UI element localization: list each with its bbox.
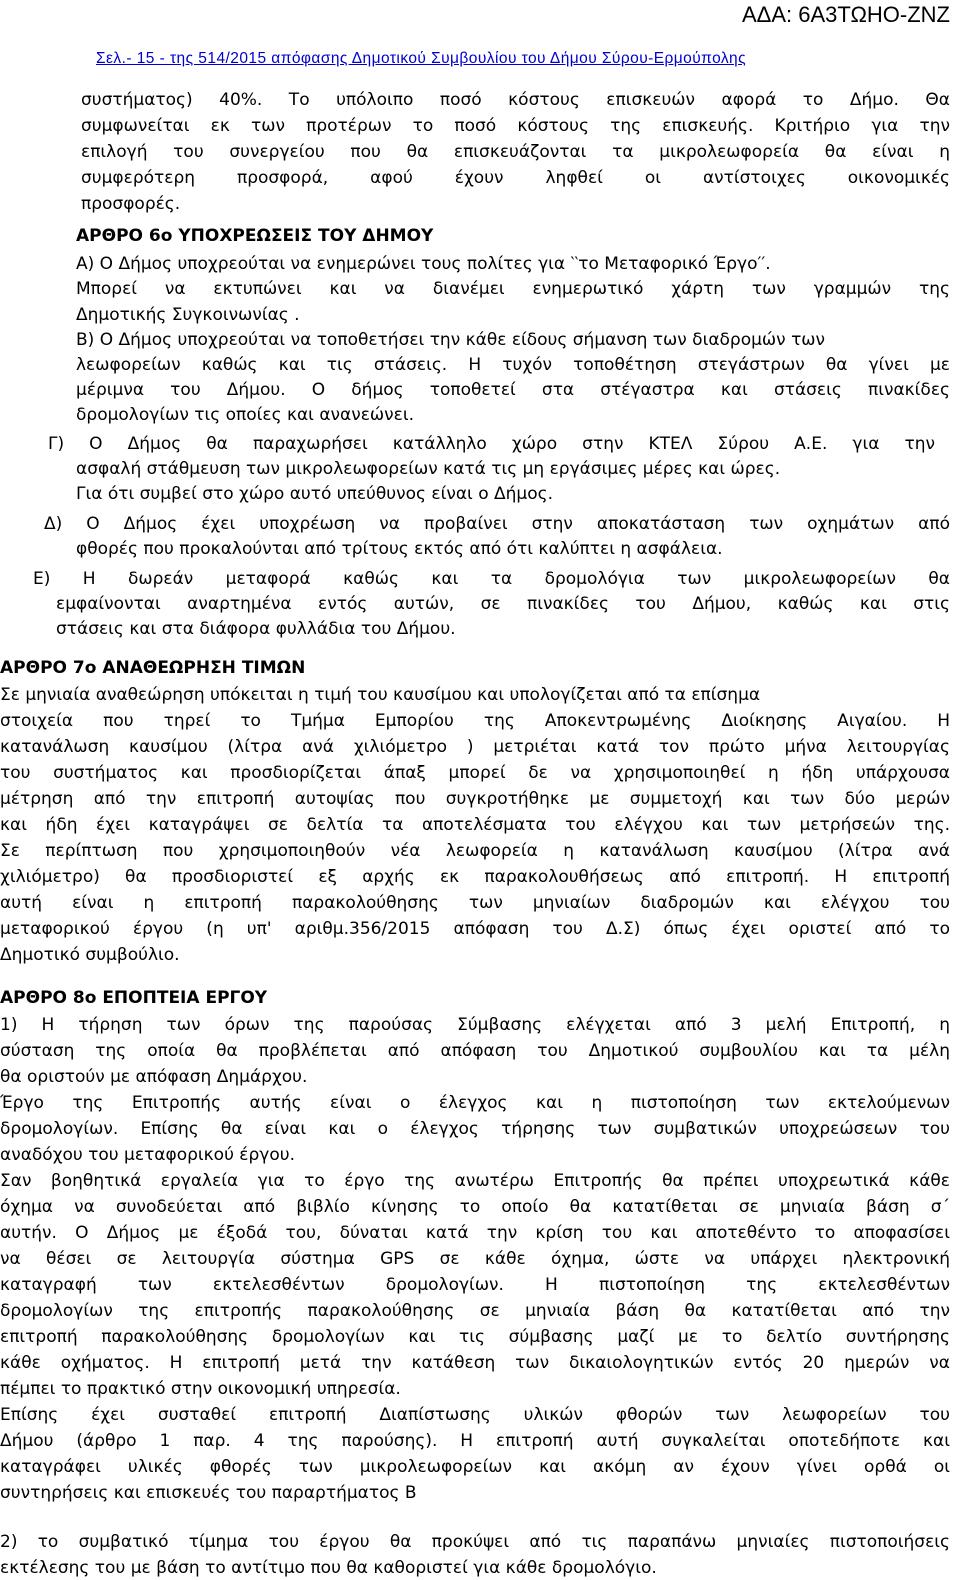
text-line: Σε περίπτωση που χρησιμοποιηθούν νέα λεωφορεία η κατανάλωση καυσίμου (λίτρα ανά [0,841,950,861]
text-line: Δ) Ο Δήμος έχει υποχρέωση να προβαίνει στην αποκατάσταση των οχημάτων από [44,514,950,534]
page-reference-link[interactable]: Σελ.- 15 - της 514/2015 απόφασης Δημοτικού Συμβουλίου του Δήμου Σύρου-Ερμούπολης [96,50,747,67]
text-line: εμφαίνονται αναρτημένα εντός αυτών, σε πινακίδες του Δήμου, καθώς και στις [56,594,950,614]
text-line: του συστήματος και προσδιορίζεται άπαξ μπορεί δε να χρησιμοποιηθεί η ήδη υπάρχουσα [0,763,950,783]
text-line: δρομολογίων. Επίσης θα είναι και ο έλεγχος τήρησης των συμβατικών υποχρεώσεων του [0,1119,950,1139]
text-line: εκτέλεσης του με βάση το αντίτιμο που θα καθοριστεί για κάθε δρομολόγιο. [0,1558,657,1578]
text-line: επιλογή του συνεργείου που θα επισκευάζονται τα μικρολεωφορεία θα είναι η [81,142,950,162]
article-heading: ΑΡΘΡΟ 6ο ΥΠΟΧΡΕΩΣΕΙΣ ΤΟΥ ΔΗΜΟΥ [76,226,434,246]
text-line: και ήδη έχει καταγράψει σε δελτία τα αποτελέσματα του ελέγχου και των μετρήσεών της. [0,815,950,835]
text-line: αναδόχου του μεταφορικού έργου. [0,1145,295,1165]
text-line: μεταφορικού έργου (η υπ' αριθμ.356/2015 απόφαση του Δ.Σ) όπως έχει οριστεί από το [0,919,950,939]
text-line: Για ότι συμβεί στο χώρο αυτό υπεύθυνος είναι ο Δήμος. [76,484,554,504]
text-line: δρομολογίων της επιτροπής παρακολούθησης σε μηνιαία βάση θα κατατίθεται από την [0,1301,950,1321]
text-line: Σαν βοηθητικά εργαλεία για το έργο της ανωτέρω Επιτροπής θα πρέπει υποχρεωτικά κάθε [0,1171,950,1191]
text-line: καταγραφή των εκτελεσθέντων δρομολογίων. Η πιστοποίηση της εκτελεσθέντων [0,1275,950,1295]
text-line: Έργο της Επιτροπής αυτής είναι ο έλεγχος και η πιστοποίηση των εκτελούμενων [0,1093,950,1113]
text-line: συστήματος) 40%. Το υπόλοιπο ποσό κόστους επισκευών αφορά το Δήμο. Θα [81,90,950,110]
text-line: αυτήν. Ο Δήμος με έξοδά του, δύναται κατά την κρίση του και αποτεθέντο το αποφασίσει [0,1223,950,1243]
text-line: Δημοτικό συμβούλιο. [0,945,180,965]
text-line: Β) Ο Δήμος υποχρεούται να τοποθετήσει την κάθε είδους σήμανση των διαδρομών των [76,330,826,350]
text-line: ασφαλή στάθμευση των μικρολεωφορείων κατά τις μη εργάσιμες μέρες και ώρες. [76,459,781,479]
text-line: να θέσει σε λειτουργία σύστημα GPS σε κάθε όχημα, ώστε να υπάρχει ηλεκτρονική [0,1249,950,1269]
text-line: συντηρήσεις και επισκευές του παραρτήματος Β [0,1483,417,1503]
text-line: συμφωνείται εκ των προτέρων το ποσό κόστους της επισκευής. Κριτήριο για την [81,116,950,136]
article-heading: ΑΡΘΡΟ 8ο ΕΠΟΠΤΕΙΑ ΕΡΓΟΥ [0,988,268,1008]
text-line: πέμπει το πρακτικό στην οικονομική υπηρεσία. [0,1379,401,1399]
text-line: Δημοτικής Συγκοινωνίας . [76,305,300,325]
text-line: αυτή είναι η επιτροπή παρακολούθησης των μηνιαίων διαδρομών και ελέγχου του [0,893,950,913]
text-line: μέριμνα του Δήμου. Ο δήμος τοποθετεί στα στέγαστρα και στάσεις πινακίδες [76,380,950,400]
text-line: στάσεις και στα διάφορα φυλλάδια του Δήμου. [56,619,456,639]
text-line: Γ) Ο Δήμος θα παραχωρήσει κατάλληλο χώρο στην ΚΤΕΛ Σύρου Α.Ε. για την [48,434,935,454]
text-line: χιλιόμετρο) θα προσδιοριστεί εξ αρχής εκ παρακολουθήσεως από επιτροπή. Η επιτροπή [0,867,950,887]
text-line: όχημα να συνοδεύεται από βιβλίο κίνησης το οποίο θα κατατίθεται σε μηνιαία βάση σ΄ [0,1197,950,1217]
text-line: Μπορεί να εκτυπώνει και να διανέμει ενημερωτικό χάρτη των γραμμών της [76,279,950,299]
text-line: συμφερότερη προσφορά, αφού έχουν ληφθεί οι αντίστοιχες οικονομικές [81,168,950,188]
text-line: 2) το συμβατικό τίμημα του έργου θα προκύψει από τις παραπάνω μηνιαίες πιστοποιήσεις [0,1532,950,1552]
text-line: επιτροπή παρακολούθησης δρομολογίων και τις σύμβασης μαζί με το δελτίο συντήρησης [0,1327,950,1347]
text-line: σύσταση της οποία θα προβλέπεται από απόφαση του Δημοτικού συμβουλίου και τα μέλη [0,1041,950,1061]
text-line: Σε μηνιαία αναθεώρηση υπόκειται η τιμή του καυσίμου και υπολογίζεται από τα επίσημα [0,685,761,705]
text-line: Ε) Η δωρεάν μεταφορά καθώς και τα δρομολόγια των μικρολεωφορείων θα [33,569,950,589]
text-line: δρομολογίων τις οποίες και ανανεώνει. [76,405,414,425]
text-line: φθορές που προκαλούνται από τρίτους εκτός από ότι καλύπτει η ασφάλεια. [76,539,723,559]
text-line: στοιχεία που τηρεί το Τμήμα Εμπορίου της Αποκεντρωμένης Διοίκησης Αιγαίου. Η [0,711,950,731]
text-line: κατανάλωση καυσίμου (λίτρα ανά χιλιόμετρο ) μετριέται κατά τον πρώτο μήνα λειτουργίας [0,737,950,757]
text-line: Α) Ο Δήμος υποχρεούται να ενημερώνει τους πολίτες για ‵‵το Μεταφορικό Έργο′′. [76,254,771,274]
text-line: κάθε οχήματος. Η επιτροπή μετά την κατάθεση των δικαιολογητικών εντός 20 ημερών να [0,1353,950,1373]
text-line: 1) Η τήρηση των όρων της παρούσας Σύμβασης ελέγχεται από 3 μελή Επιτροπή, η [0,1015,950,1035]
text-line: λεωφορείων καθώς και τις στάσεις. Η τυχόν τοποθέτηση στεγάστρων θα γίνει με [76,355,950,375]
text-line: μέτρηση από την επιτροπή αυτοψίας που συγκροτήθηκε με συμμετοχή και των δύο μερών [0,789,950,809]
text-line: Δήμου (άρθρο 1 παρ. 4 της παρούσης). Η επιτροπή αυτή συγκαλείται οποτεδήποτε και [0,1431,950,1451]
ada-code: ΑΔΑ: 6Α3ΤΩΗΟ-ΖΝΖ [742,2,950,27]
text-line: καταγράφει υλικές φθορές των μικρολεωφορείων και ακόμη αν έχουν γίνει ορθά οι [0,1457,950,1477]
text-line: προσφορές. [81,194,181,214]
article-heading: ΑΡΘΡΟ 7ο ΑΝΑΘΕΩΡΗΣΗ ΤΙΜΩΝ [0,658,306,678]
text-line: Επίσης έχει συσταθεί επιτροπή Διαπίστωσης υλικών φθορών των λεωφορείων του [0,1405,950,1425]
text-line: θα οριστούν με απόφαση Δημάρχου. [0,1067,308,1087]
